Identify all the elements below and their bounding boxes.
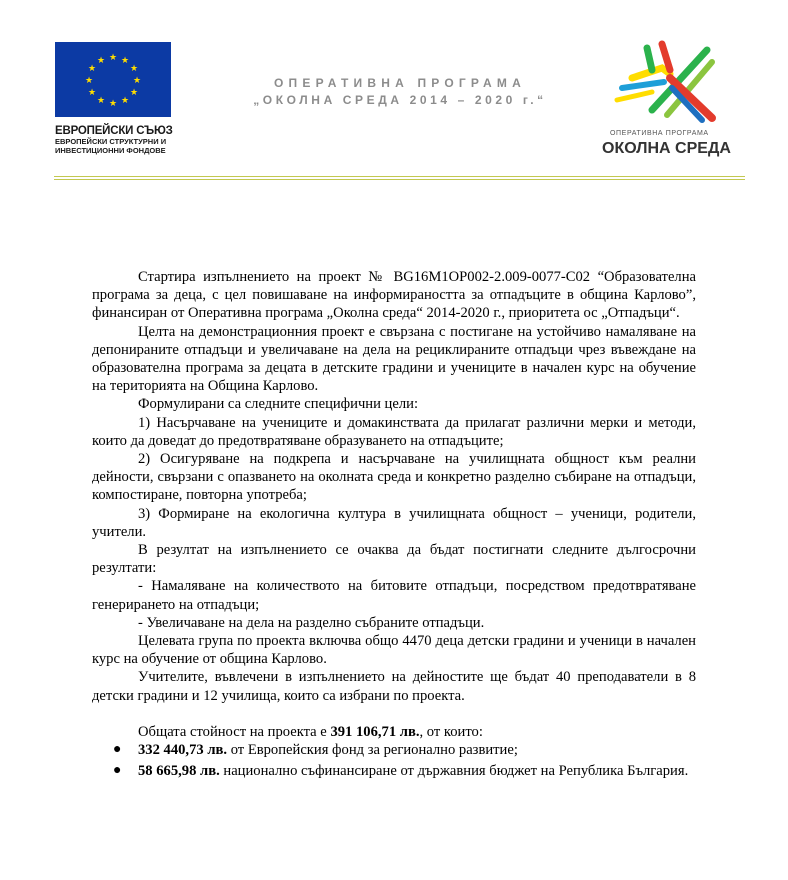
okolna-sreda-logo-icon	[612, 40, 732, 125]
paragraph-goal: Целта на демонстрационния проект е свързана с постигане на устойчиво намаляване на депонираните отпадъци и увеличаване на дела на рециклираните отпадъци чрез въвеждане на образователна програма за децата в детските градини и учениците в начален курс на обучение на територията на Община Карлово.	[92, 323, 696, 395]
header-rule-bottom	[54, 179, 745, 180]
okolna-sreda-big: ОКОЛНА СРЕДА	[602, 140, 731, 157]
svg-text:★: ★	[120, 56, 130, 66]
eu-flag-icon	[55, 42, 171, 117]
objective-2: 2) Осигуряване на подкрепа и насърчаване на училищната общност към реални дейности, свързани с опазването на околната среда и конкретно разделно събиране на отпадъци, компостиране, повторна употреба;	[92, 451, 696, 504]
svg-text:★: ★	[132, 76, 142, 86]
objective-1: 1) Насърчаване на учениците и домакинствата да прилагат различни мерки и методи, които да доведат до предотвратяване образуването на отпадъците;	[92, 414, 696, 449]
svg-text:★: ★	[108, 53, 118, 63]
eu-title: ЕВРОПЕЙСКИ СЪЮЗ	[55, 125, 173, 137]
paragraph-target-group: Целевата група по проекта включва общо 4470 деца детски градини и ученици в начален курс на обучение от община Карлово.	[92, 633, 696, 668]
funding-amount-national: 58 665,98 лв.	[138, 763, 220, 780]
bullet-icon: ●	[113, 763, 122, 779]
svg-text:★: ★	[120, 96, 130, 106]
document-body	[92, 268, 696, 783]
funding-item-national	[92, 762, 696, 780]
svg-text:★: ★	[84, 76, 94, 86]
svg-text:★: ★	[129, 64, 139, 74]
svg-text:★: ★	[129, 88, 139, 98]
svg-text:★: ★	[96, 56, 106, 66]
paragraph-teachers: Учителите, въвлечени в изпълнението на дейностите ще бъдат 40 преподаватели в 8 детски градини и 12 училища, които са избрани по проекта.	[92, 669, 696, 704]
okolna-sreda-logo	[600, 40, 750, 160]
program-title-line2: „ОКОЛНА СРЕДА 2014 – 2020 г.“	[253, 93, 547, 107]
funding-item-erdf	[92, 741, 696, 759]
funding-amount-erdf: 332 440,73 лв.	[138, 742, 228, 759]
funding-text-national: национално съфинансиране от държавния бюджет на Република България.	[219, 763, 689, 780]
eu-subtitle-2: ИНВЕСТИЦИОННИ ФОНДОВЕ	[55, 146, 166, 155]
total-amount: 391 106,71 лв.	[330, 723, 420, 740]
total-prefix: Общата стойност на проекта е	[138, 723, 331, 740]
svg-text:★: ★	[87, 64, 97, 74]
svg-text:★: ★	[96, 96, 106, 106]
objective-3: 3) Формиране на екологична култура в училищната общност – ученици, родители, учители.	[92, 505, 696, 540]
svg-text:★: ★	[87, 88, 97, 98]
okolna-sreda-small: ОПЕРАТИВНА ПРОГРАМА	[610, 130, 709, 137]
page-header	[0, 0, 788, 180]
program-title-line1: ОПЕРАТИВНА ПРОГРАМА	[274, 76, 526, 90]
spacer	[92, 705, 696, 723]
program-title	[200, 76, 600, 107]
eu-logo	[55, 42, 173, 155]
funding-list	[92, 741, 696, 780]
funding-text-erdf: от Европейския фонд за регионално развитие;	[227, 742, 518, 759]
paragraph-total-value	[92, 723, 696, 741]
paragraph-objectives-heading: Формулирани са следните специфични цели:	[138, 396, 418, 413]
eu-subtitle-1: ЕВРОПЕЙСКИ СТРУКТУРНИ И	[55, 137, 167, 146]
paragraph-intro: Стартира изпълнението на проект № BG16M1OP002-2.009-0077-C02 “Образователна програма за деца, с цел повишаване на информираността за отпадъците в община Карлово”, финансиран от Оперативна програма „Околна среда“ 2014-2020 г., приоритета ос „Отпадъци“.	[92, 269, 696, 322]
paragraph-results-heading: В резултат на изпълнението се очаква да бъдат постигнати следните дългосрочни резултати:	[92, 542, 696, 577]
result-2: - Увеличаване на дела на разделно събраните отпадъци.	[138, 614, 485, 631]
header-rule-top	[54, 176, 745, 177]
svg-text:★: ★	[108, 99, 118, 109]
bullet-icon: ●	[113, 742, 122, 758]
result-1: - Намаляване на количеството на битовите отпадъци, посредством предотвратяване генерирането на отпадъци;	[92, 578, 696, 613]
total-suffix: , от които:	[419, 723, 483, 740]
